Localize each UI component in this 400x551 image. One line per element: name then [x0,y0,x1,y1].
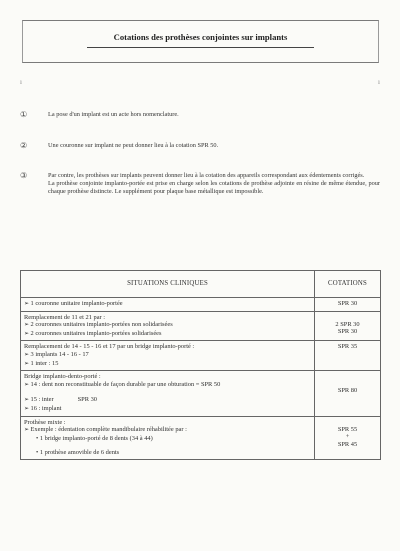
right-edge-mark: ı [378,78,380,86]
header-situations: SITUATIONS CLINIQUES [21,271,315,298]
arrow-bullet-icon: ➢ [24,301,31,307]
arrow-bullet-icon: ➢ [24,427,31,434]
arrow-bullet-icon: ➢ [24,322,31,329]
table-row [21,298,381,312]
plus-sign: + [345,433,350,441]
arrow-bullet-icon: ➢ [24,360,31,367]
situation-line: ➢ 16 : implant [24,404,62,412]
situation-line: ➢ 15 : inter SPR 30 [24,396,97,404]
situation-heading: Remplacement de 14 - 15 - 16 et 17 par un bridge implanto-porté : [24,343,195,351]
situation-heading: Prothèse mixte : [24,418,66,426]
arrow-bullet-icon: ➢ [24,397,31,404]
cotations-table [20,270,381,460]
situation-line: ➢ 2 couronnes unitaires implanto-portées non solidarisées [24,321,173,329]
situation-subline: • 1 bridge implanto-porté de 8 dents (34 à 44) [36,434,153,442]
title-box [22,20,379,63]
note-2 [20,142,380,150]
note-marker: ③ [20,171,28,180]
cotation-value: 2 SPR 30 [335,320,360,328]
situation-line: ➢ 1 inter : 15 [24,359,59,367]
dot-bullet-icon: • [36,449,40,457]
situation-line: ➢ Exemple : édentation complète mandibulaire réhabilitée par : [24,426,187,434]
situation-line: ➢ 3 implants 14 - 16 - 17 [24,350,89,358]
note-text: Par contre, les prothèses sur implants peuvent donner lieu à la cotation des appareils correspondant aux édentements corrigés. [48,172,365,179]
note-text: La pose d'un implant est un acte hors nomenclature. [48,111,179,118]
left-edge-mark: ı [20,78,22,86]
table-row [21,416,381,459]
table-row [21,371,381,416]
cotation-value: SPR 35 [337,343,358,351]
situation-subline: • 1 prothèse amovible de 6 dents [36,449,120,457]
cotation-value: SPR 30 [337,328,358,336]
arrow-bullet-icon: ➢ [24,405,31,412]
arrow-bullet-icon: ➢ [24,351,31,358]
cotation-value: SPR 30 [337,300,358,307]
note-marker: ① [20,110,28,119]
note-marker: ② [20,141,28,150]
header-cotations: COTATIONS [315,271,381,298]
note-text: Une couronne sur implant ne peut donner lieu à la cotation SPR 50. [48,142,219,149]
dot-bullet-icon: • [36,434,40,442]
situation-line: ➢ 2 couronnes unitaires implanto-portées solidarisées [24,329,162,337]
note-text: La prothèse conjointe implanto-portée est prise en charge selon les cotations de prothèse adjointe en résine de même étendue, pour chaque prothèse distincte. Le supplément pour plaque base métallique est impossible. [48,180,380,196]
bracket-value: SPR 30 [77,396,97,404]
table-row [21,341,381,371]
situation-line: ➢ 1 couronne unitaire implanto-portée [24,300,123,307]
arrow-bullet-icon: ➢ [24,330,31,337]
situation-heading: Remplacement de 11 et 21 par : [24,313,106,321]
note-1 [20,111,380,119]
cotation-value: SPR 55 [337,425,358,433]
note-3 [20,172,380,197]
situation-heading: Bridge implanto-dento-porté : [24,373,101,381]
cotation-value: SPR 80 [337,387,358,395]
situation-line: ➢ 14 : dent non reconstituable de façon durable par une obturation = SPR 50 [24,380,221,388]
cotation-value: SPR 45 [337,440,358,448]
table-header-row [21,271,381,298]
table-row [21,311,381,341]
page-title: Cotations des prothèses conjointes sur implants [113,32,288,42]
arrow-bullet-icon: ➢ [24,381,31,388]
title-underline [87,47,314,48]
